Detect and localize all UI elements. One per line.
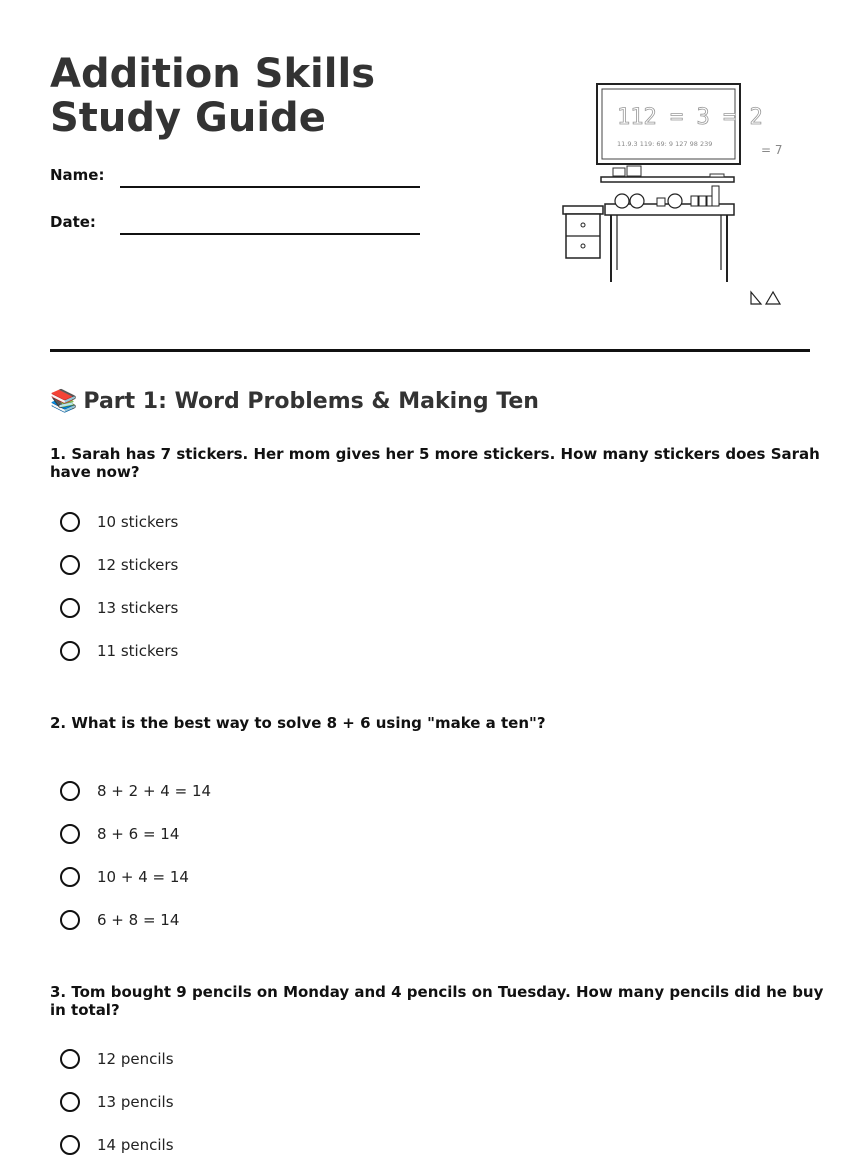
question-2-option-d[interactable]: 6 + 8 = 14 [60, 907, 179, 933]
section-title: Part 1: Word Problems & Making Ten [83, 389, 539, 414]
radio-button[interactable] [60, 512, 80, 532]
radio-button[interactable] [60, 1092, 80, 1112]
question-1-option-a[interactable]: 10 stickers [60, 509, 178, 535]
name-field[interactable] [120, 186, 420, 188]
section-divider [50, 349, 810, 352]
board-equation: 112 = 3 = 2 [617, 105, 763, 130]
radio-button[interactable] [60, 867, 80, 887]
question-2-option-c[interactable]: 10 + 4 = 14 [60, 864, 189, 890]
question-3-option-b[interactable]: 13 pencils [60, 1089, 174, 1115]
side-note: = 7 [761, 143, 783, 157]
page-title: Addition Skills Study Guide [50, 51, 375, 141]
classroom-illustration [555, 78, 795, 310]
board-numbers: 11.9.3 119: 69: 9 127 98 239 [617, 140, 713, 148]
radio-button[interactable] [60, 641, 80, 661]
question-3: 3. Tom bought 9 pencils on Monday and 4 pencils on Tuesday. How many pencils did he buy in total? [50, 983, 824, 1019]
question-3-option-c[interactable]: 14 pencils [60, 1132, 174, 1158]
question-2-option-a[interactable]: 8 + 2 + 4 = 14 [60, 778, 211, 804]
radio-button[interactable] [60, 598, 80, 618]
radio-button[interactable] [60, 910, 80, 930]
radio-button[interactable] [60, 1135, 80, 1155]
radio-button[interactable] [60, 824, 80, 844]
question-1: 1. Sarah has 7 stickers. Her mom gives her 5 more stickers. How many stickers does Sarah have now? [50, 445, 820, 481]
section-heading [50, 389, 539, 414]
question-1-option-c[interactable]: 13 stickers [60, 595, 178, 621]
question-2: 2. What is the best way to solve 8 + 6 using "make a ten"? [50, 714, 546, 732]
name-label: Name: [50, 166, 105, 184]
question-3-option-a[interactable]: 12 pencils [60, 1046, 174, 1072]
radio-button[interactable] [60, 1049, 80, 1069]
date-label: Date: [50, 213, 96, 231]
question-1-option-b[interactable]: 12 stickers [60, 552, 178, 578]
question-2-option-b[interactable]: 8 + 6 = 14 [60, 821, 179, 847]
radio-button[interactable] [60, 555, 80, 575]
date-field[interactable] [120, 233, 420, 235]
question-1-option-d[interactable]: 11 stickers [60, 638, 178, 664]
radio-button[interactable] [60, 781, 80, 801]
books-icon: 📚 [50, 389, 78, 414]
